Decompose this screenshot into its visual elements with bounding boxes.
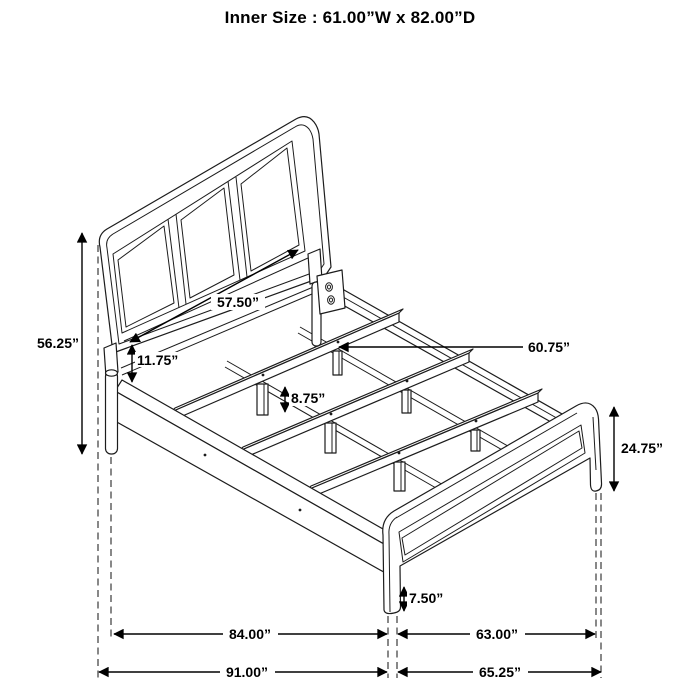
support-leg — [402, 390, 411, 413]
support-leg — [471, 430, 480, 451]
dim-label-headboard-height: 56.25” — [36, 335, 79, 351]
dim-slat-leg-height — [285, 387, 329, 412]
screw-hole — [262, 374, 265, 377]
screw-hole — [299, 509, 302, 512]
dim-overall-width — [398, 664, 601, 680]
support-leg — [333, 351, 342, 375]
dim-label-footboard-leg-height: 7.50” — [409, 590, 444, 606]
dim-headboard-height — [33, 233, 82, 454]
dim-label-footboard-width: 63.00” — [475, 626, 519, 642]
screw-hole — [398, 452, 401, 455]
rail-bracket — [317, 270, 345, 314]
screw-hole — [406, 380, 409, 383]
dim-slat-length — [339, 339, 574, 355]
dim-frame-length — [114, 626, 387, 642]
dim-footboard-height — [614, 407, 667, 491]
screw-hole — [204, 454, 207, 457]
page-title: Inner Size : 61.00”W x 82.00”D — [224, 8, 476, 27]
dim-label-slat-length: 60.75” — [528, 339, 571, 355]
screw-hole — [337, 341, 340, 344]
screw-hole — [330, 413, 333, 416]
headboard-leg-left — [104, 343, 118, 454]
dim-label-panel-to-rail: 11.75” — [137, 352, 179, 368]
dim-label-overall-width: 65.25” — [478, 664, 522, 680]
support-leg — [394, 462, 405, 491]
headboard — [99, 117, 331, 353]
dim-label-footboard-height: 24.75” — [621, 440, 664, 456]
support-leg — [325, 423, 336, 453]
support-leg — [257, 384, 268, 415]
dim-label-frame-length: 84.00” — [228, 626, 272, 642]
dim-footboard-width — [398, 626, 595, 642]
dim-headboard-panel-to-rail — [132, 345, 178, 382]
dim-label-slat-leg-height: 8.75” — [291, 390, 326, 406]
dim-overall-length — [99, 664, 387, 680]
screw-hole — [475, 420, 478, 423]
dim-label-headboard-width: 57.50” — [216, 294, 260, 310]
dim-footboard-leg-height — [404, 587, 447, 611]
footboard — [383, 403, 602, 614]
headboard-outer-frame — [99, 117, 331, 353]
dim-label-overall-length: 91.00” — [225, 664, 269, 680]
